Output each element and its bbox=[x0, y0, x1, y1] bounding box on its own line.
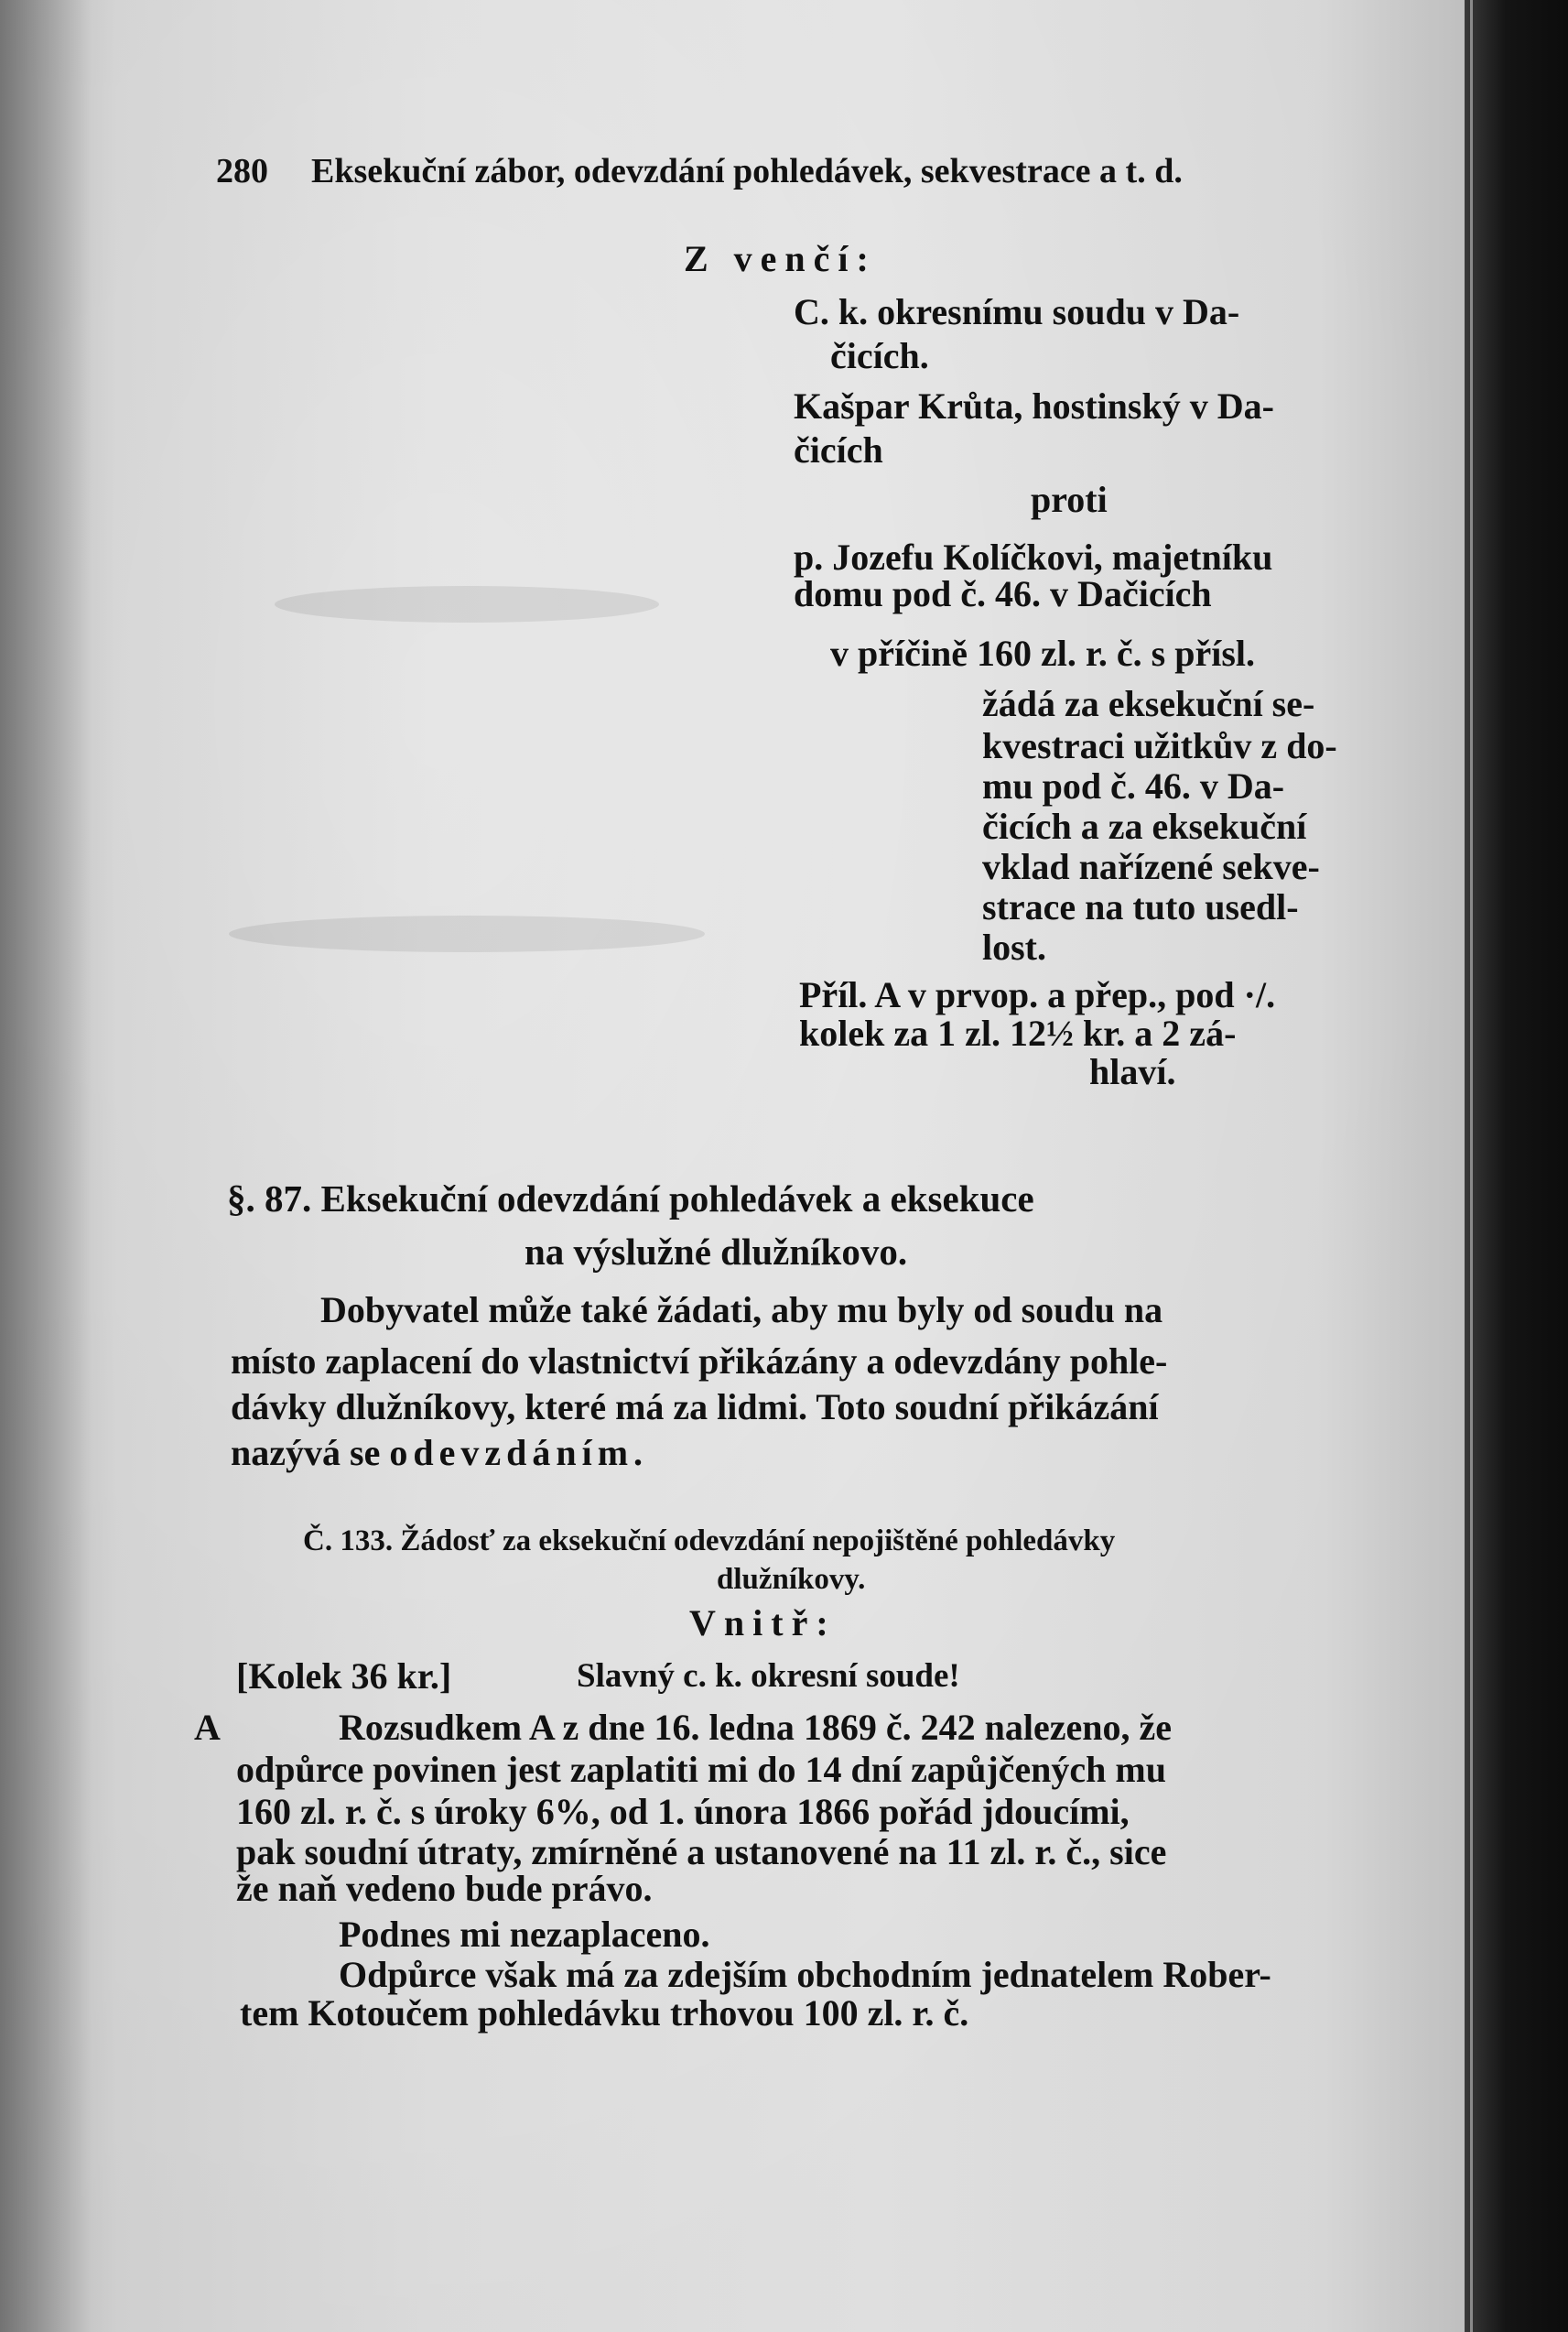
form-title: Č. 133. Žádosť za eksekuční odevzdání nepojištěné pohledávky bbox=[303, 1524, 1116, 1557]
plaintiff-line-1: Kašpar Krůta, hostinský v Da- bbox=[794, 385, 1274, 427]
page-number: 280 bbox=[216, 152, 268, 190]
final-line: tem Kotoučem pohledávku trhovou 100 zl. r. č. bbox=[240, 1992, 969, 2034]
section-heading-cont: na výslužné dlužníkovo. bbox=[524, 1231, 908, 1273]
paragraph-line: místo zaplacení do vlastnictví přikázány a odevzdány pohle- bbox=[231, 1340, 1168, 1382]
paragraph-line: dávky dlužníkovy, které má za lidmi. Toto soudní přikázání bbox=[231, 1386, 1159, 1427]
paragraph-line-last bbox=[231, 1429, 648, 1477]
request-line: lost. bbox=[982, 927, 1046, 968]
inside-label: Vnitř: bbox=[689, 1602, 837, 1643]
section-heading: §. 87. Eksekuční odevzdání pohledávek a eksekuce bbox=[227, 1177, 1034, 1220]
defendant-line-1: p. Jozefu Kolíčkovi, majetníku bbox=[794, 537, 1273, 578]
request-line: kvestraci užitkův z do- bbox=[982, 725, 1337, 766]
form-title-cont: dlužníkovy. bbox=[717, 1563, 866, 1596]
request-line: vklad nařízené sekve- bbox=[982, 846, 1320, 887]
request-line: strace na tuto usedl- bbox=[982, 886, 1299, 927]
attachments-line: kolek za 1 zl. 12½ kr. a 2 zá- bbox=[799, 1013, 1237, 1054]
defendant-line-2: domu pod č. 46. v Dačicích bbox=[794, 573, 1212, 614]
court-line-1: C. k. okresnímu soudu v Da- bbox=[794, 291, 1240, 332]
body-line: Rozsudkem A z dne 16. ledna 1869 č. 242 nalezeno, že bbox=[339, 1707, 1172, 1748]
request-line: žádá za eksekuční se- bbox=[982, 683, 1315, 724]
attachments-line: Příl. A v prvop. a přep., pod ·/. bbox=[799, 974, 1276, 1015]
body-line: pak soudní útraty, zmírněné a ustanovené na 11 zl. r. č., sice bbox=[236, 1831, 1167, 1872]
scan-background-edge bbox=[1465, 0, 1568, 2332]
court-address: Slavný c. k. okresní soude! bbox=[577, 1657, 960, 1695]
unpaid-line: Podnes mi nezaplaceno. bbox=[339, 1914, 710, 1955]
paragraph-text: nazývá se bbox=[231, 1432, 390, 1473]
page-edge-shadow bbox=[0, 0, 92, 2332]
running-title: Eksekuční zábor, odevzdání pohledávek, sekvestrace a t. d. bbox=[311, 152, 1183, 190]
plaintiff-line-2: čicích bbox=[794, 429, 883, 471]
body-line: odpůrce povinen jest zaplatiti mi do 14 dní zapůjčených mu bbox=[236, 1749, 1166, 1790]
bleed-through-mark bbox=[275, 586, 659, 623]
request-line: čicích a za eksekuční bbox=[982, 806, 1307, 847]
margin-mark: A bbox=[194, 1707, 221, 1748]
attachments-line: hlaví. bbox=[1089, 1051, 1176, 1092]
body-line: 160 zl. r. č. s úroky 6%, od 1. února 1866 pořád jdoucími, bbox=[236, 1791, 1130, 1832]
paragraph-line: Dobyvatel může také žádati, aby mu byly od soudu na bbox=[320, 1289, 1163, 1330]
cause-line: v příčině 160 zl. r. č. s přísl. bbox=[830, 633, 1256, 674]
bleed-through-mark bbox=[229, 916, 705, 952]
emphasized-term: odevzdáním. bbox=[389, 1432, 649, 1473]
page-fold-line bbox=[1470, 0, 1473, 2332]
body-line: že naň vedeno bude právo. bbox=[236, 1868, 653, 1909]
request-line: mu pod č. 46. v Da- bbox=[982, 765, 1285, 807]
outside-label: Z venčí: bbox=[684, 238, 877, 279]
court-line-2: čicích. bbox=[830, 335, 929, 376]
versus-word: proti bbox=[1031, 479, 1108, 520]
stamp-note: [Kolek 36 kr.] bbox=[236, 1655, 452, 1697]
final-line: Odpůrce však má za zdejším obchodním jednatelem Rober- bbox=[339, 1954, 1271, 1995]
